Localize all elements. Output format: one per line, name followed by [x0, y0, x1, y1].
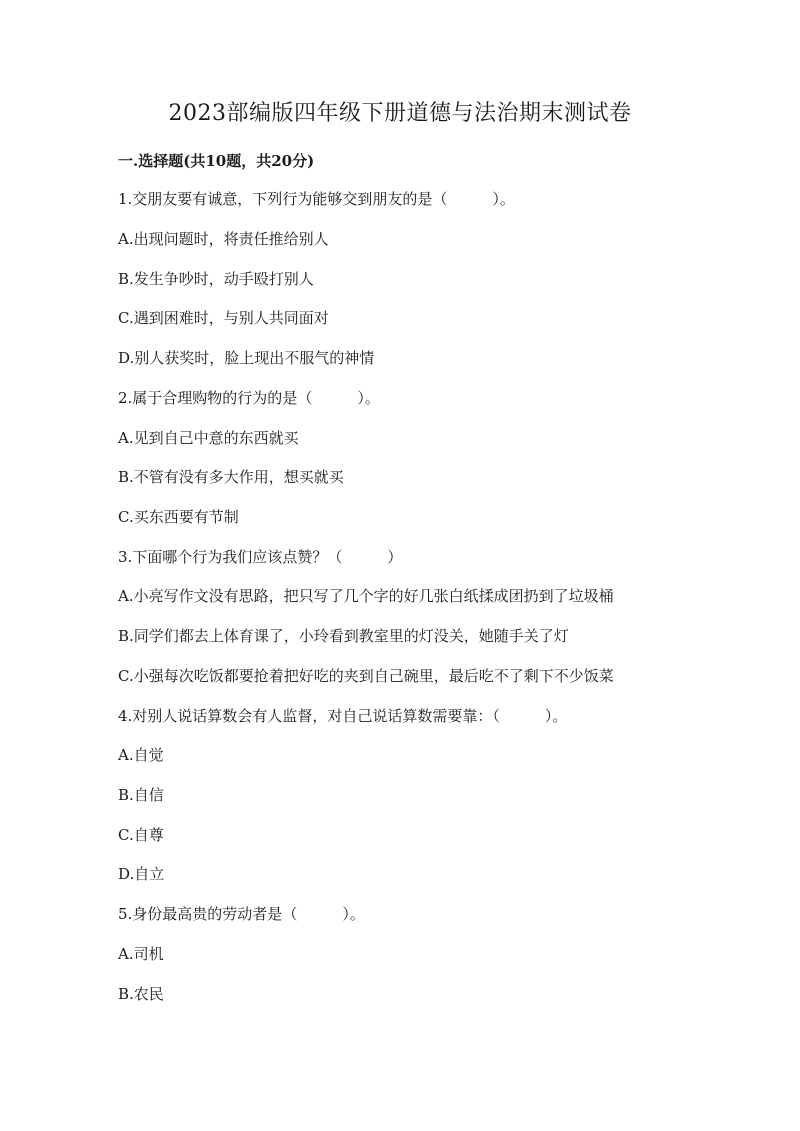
- question-3-stem: 3.下面哪个行为我们应该点赞？（ ）: [118, 548, 403, 566]
- question-2-stem: 2.属于合理购物的行为的是（ ）。: [118, 389, 380, 407]
- question-4-option-c: C.自尊: [118, 826, 164, 844]
- question-4-option-a: A.自觉: [118, 746, 164, 764]
- question-1-stem: 1.交朋友要有诚意，下列行为能够交到朋友的是（ ）。: [118, 190, 515, 208]
- page-title: 2023部编版四年级下册道德与法治期末测试卷: [168, 101, 632, 126]
- question-5-option-b: B.农民: [118, 985, 164, 1003]
- section-heading: 一.选择题(共10题，共20分): [118, 152, 315, 170]
- question-5-stem: 5.身份最高贵的劳动者是（ ）。: [118, 905, 365, 923]
- question-2-option-b: B.不管有没有多大作用，想买就买: [118, 468, 344, 486]
- question-4-stem: 4.对别人说话算数会有人监督，对自己说话算数需要靠：（ ）。: [118, 707, 568, 725]
- question-4-option-d: D.自立: [118, 865, 165, 883]
- question-1-option-a: A.出现问题时，将责任推给别人: [118, 230, 329, 248]
- question-2-option-c: C.买东西要有节制: [118, 508, 239, 526]
- question-3-option-b: B.同学们都去上体育课了，小玲看到教室里的灯没关，她随手关了灯: [118, 627, 569, 645]
- question-3-option-a: A.小亮写作文没有思路，把只写了几个字的好几张白纸揉成团扔到了垃圾桶: [118, 587, 614, 605]
- question-3-option-c: C.小强每次吃饭都要抢着把好吃的夹到自己碗里，最后吃不了剩下不少饭菜: [118, 667, 614, 685]
- question-4-option-b: B.自信: [118, 786, 164, 804]
- question-1-option-b: B.发生争吵时，动手殴打别人: [118, 270, 314, 288]
- question-1-option-d: D.别人获奖时，脸上现出不服气的神情: [118, 349, 375, 367]
- question-2-option-a: A.见到自己中意的东西就买: [118, 429, 299, 447]
- question-1-option-c: C.遇到困难时，与别人共同面对: [118, 309, 329, 327]
- question-5-option-a: A.司机: [118, 945, 164, 963]
